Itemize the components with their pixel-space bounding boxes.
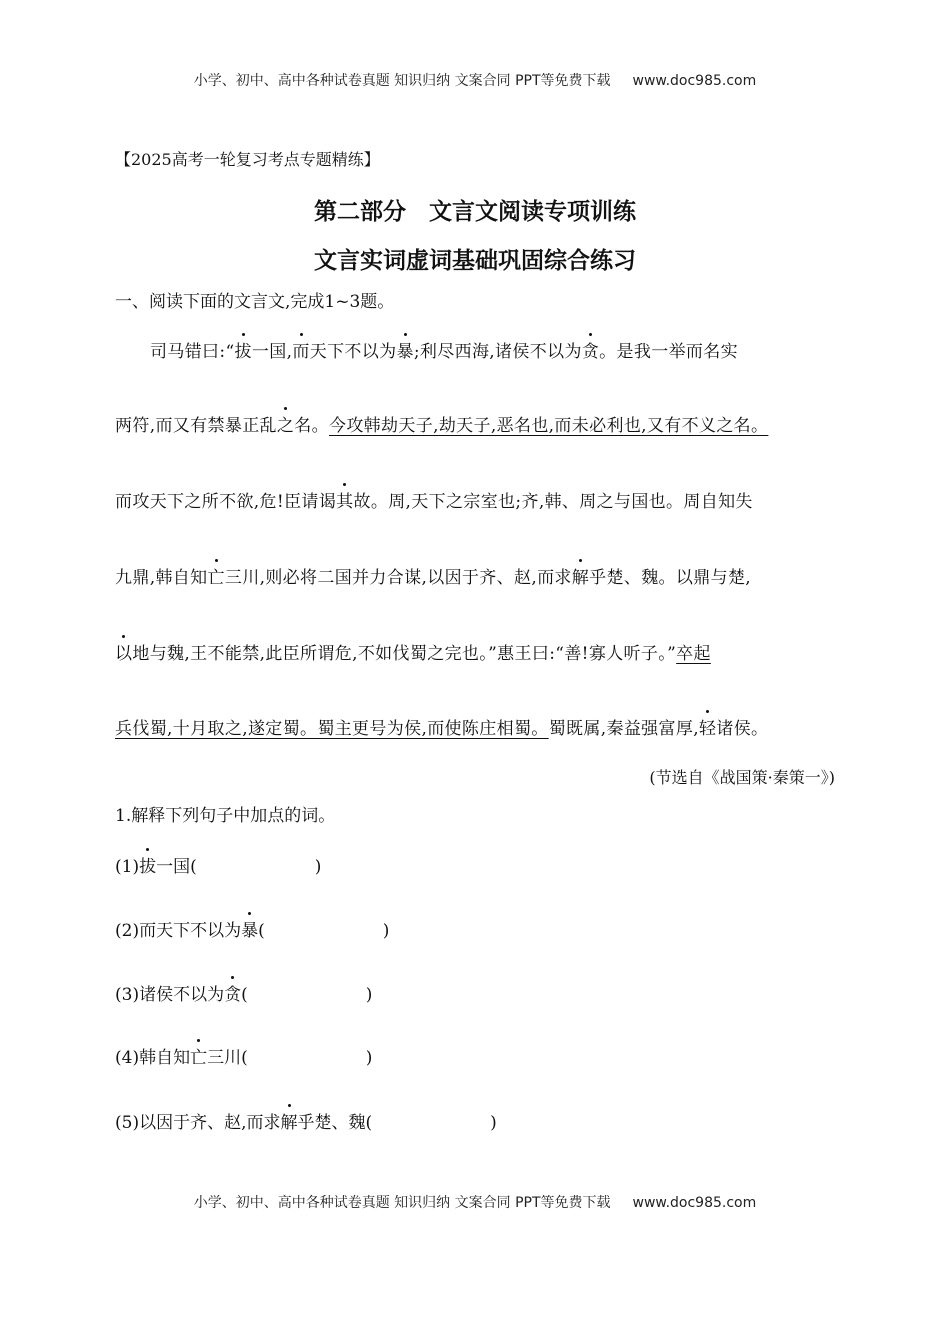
dotted-word: 而 <box>292 337 309 362</box>
passage-text: 诸侯。 <box>716 719 769 739</box>
question-item <box>115 1108 497 1133</box>
question-item <box>115 852 321 877</box>
dotted-word: 解 <box>281 1108 298 1133</box>
passage-line-3 <box>115 487 753 512</box>
part-title: 第二部分 文言文阅读专项训练 <box>314 199 636 225</box>
item-text: 诸侯不以为 <box>139 985 225 1005</box>
exercise-title: 文言实词虚词基础巩固综合练习 <box>314 248 636 274</box>
question-item <box>115 1043 372 1068</box>
answer-close-paren: ) <box>490 1113 497 1133</box>
question-item <box>115 980 372 1005</box>
series-label: 【2025高考一轮复习考点专题精练】 <box>115 150 380 169</box>
item-text: 而天下不以为 <box>139 921 242 941</box>
item-text: 韩自知 <box>139 1048 191 1068</box>
dotted-word: 贪 <box>582 337 599 362</box>
passage-text: 九鼎,韩自知 <box>115 568 208 588</box>
footer-url[interactable]: www.doc985.com <box>632 1195 757 1211</box>
item-text: 一国 <box>156 857 191 877</box>
answer-close-paren: ) <box>365 985 373 1005</box>
answer-open-paren: ( <box>365 1113 373 1133</box>
passage-text: 一国, <box>251 342 293 362</box>
passage-line-4 <box>115 563 751 588</box>
dotted-word: 拔 <box>139 852 156 877</box>
section-instruction: 一、阅读下面的文言文,完成1~3题。 <box>115 292 395 312</box>
item-number: (3) <box>115 985 140 1005</box>
passage-text: 名。 <box>294 416 329 436</box>
passage-line-2 <box>115 411 768 436</box>
passage-text: 三川,则必将二国并力合谋,以因于齐、赵,而求 <box>224 568 572 588</box>
dotted-word: 亡 <box>208 563 225 588</box>
dotted-word: 亡 <box>190 1043 207 1068</box>
dotted-word: 暴 <box>396 337 413 362</box>
dotted-word: 拔 <box>235 337 252 362</box>
item-number: (1) <box>115 857 140 877</box>
dotted-word: 轻 <box>699 714 716 739</box>
dotted-word: 其 <box>336 487 353 512</box>
passage-text: 而攻天下之所不欲,危!臣请谒 <box>115 492 337 512</box>
answer-open-paren: ( <box>190 857 197 877</box>
dotted-word: 贪 <box>224 980 241 1005</box>
page-header <box>0 70 950 90</box>
answer-open-paren: ( <box>258 921 265 941</box>
passage-line-6 <box>115 714 768 739</box>
passage-text: 乎楚、魏。以鼎与楚, <box>589 568 752 588</box>
passage-text: 两符,而又有禁暴正乱 <box>115 416 277 436</box>
passage-text: 故。周,天下之宗室也;齐,韩、周之与国也。周自知失 <box>353 492 753 512</box>
item-text: 三川 <box>207 1048 242 1068</box>
footer-text: 小学、初中、高中各种试卷真题 知识归纳 文案合同 PPT等免费下载 <box>193 1195 611 1211</box>
answer-close-paren: ) <box>314 857 322 877</box>
question-1-stem: 1.解释下列句子中加点的词。 <box>115 806 336 826</box>
passage-text: 天下不以为 <box>309 342 397 362</box>
header-url[interactable]: www.doc985.com <box>632 73 757 89</box>
header-text: 小学、初中、高中各种试卷真题 知识归纳 文案合同 PPT等免费下载 <box>193 73 611 89</box>
passage-line-5 <box>115 639 711 664</box>
answer-close-paren: ) <box>365 1048 373 1068</box>
passage-text: 地与魏,王不能禁,此臣所谓危,不如伐蜀之完也。”惠王曰:“善!寡人听子。” <box>132 644 677 664</box>
answer-close-paren: ) <box>382 921 390 941</box>
item-number: (5) <box>115 1113 140 1133</box>
dotted-word: 暴 <box>241 916 258 941</box>
passage-source: (节选自《战国策·秦策一》) <box>649 768 835 787</box>
passage-text: 。是我一举而名实 <box>599 342 738 362</box>
passage-text: ;利尽西海,诸侯不以为 <box>413 342 582 362</box>
underlined-sentence: 兵伐蜀,十月取之,遂定蜀。蜀主更号为侯,而使陈庄相蜀。 <box>115 719 549 739</box>
answer-open-paren: ( <box>241 1048 248 1068</box>
page-footer <box>0 1192 950 1212</box>
answer-open-paren: ( <box>241 985 248 1005</box>
passage-line-1 <box>150 337 738 362</box>
underlined-sentence: 卒起 <box>676 644 711 664</box>
dotted-word: 解 <box>572 563 589 588</box>
passage-text: 蜀既属,秦益强富厚, <box>548 719 699 739</box>
item-text: 以因于齐、赵,而求 <box>139 1113 281 1133</box>
question-item <box>115 916 389 941</box>
item-number: (2) <box>115 921 140 941</box>
underlined-sentence: 今攻韩劫天子,劫天子,恶名也,而未必利也,又有不义之名。 <box>328 416 769 436</box>
item-text: 乎楚、魏 <box>297 1113 366 1133</box>
item-number: (4) <box>115 1048 140 1068</box>
dotted-word: 之 <box>277 411 294 436</box>
dotted-word: 以 <box>115 639 132 664</box>
passage-text: 司马错曰:“ <box>150 342 235 362</box>
